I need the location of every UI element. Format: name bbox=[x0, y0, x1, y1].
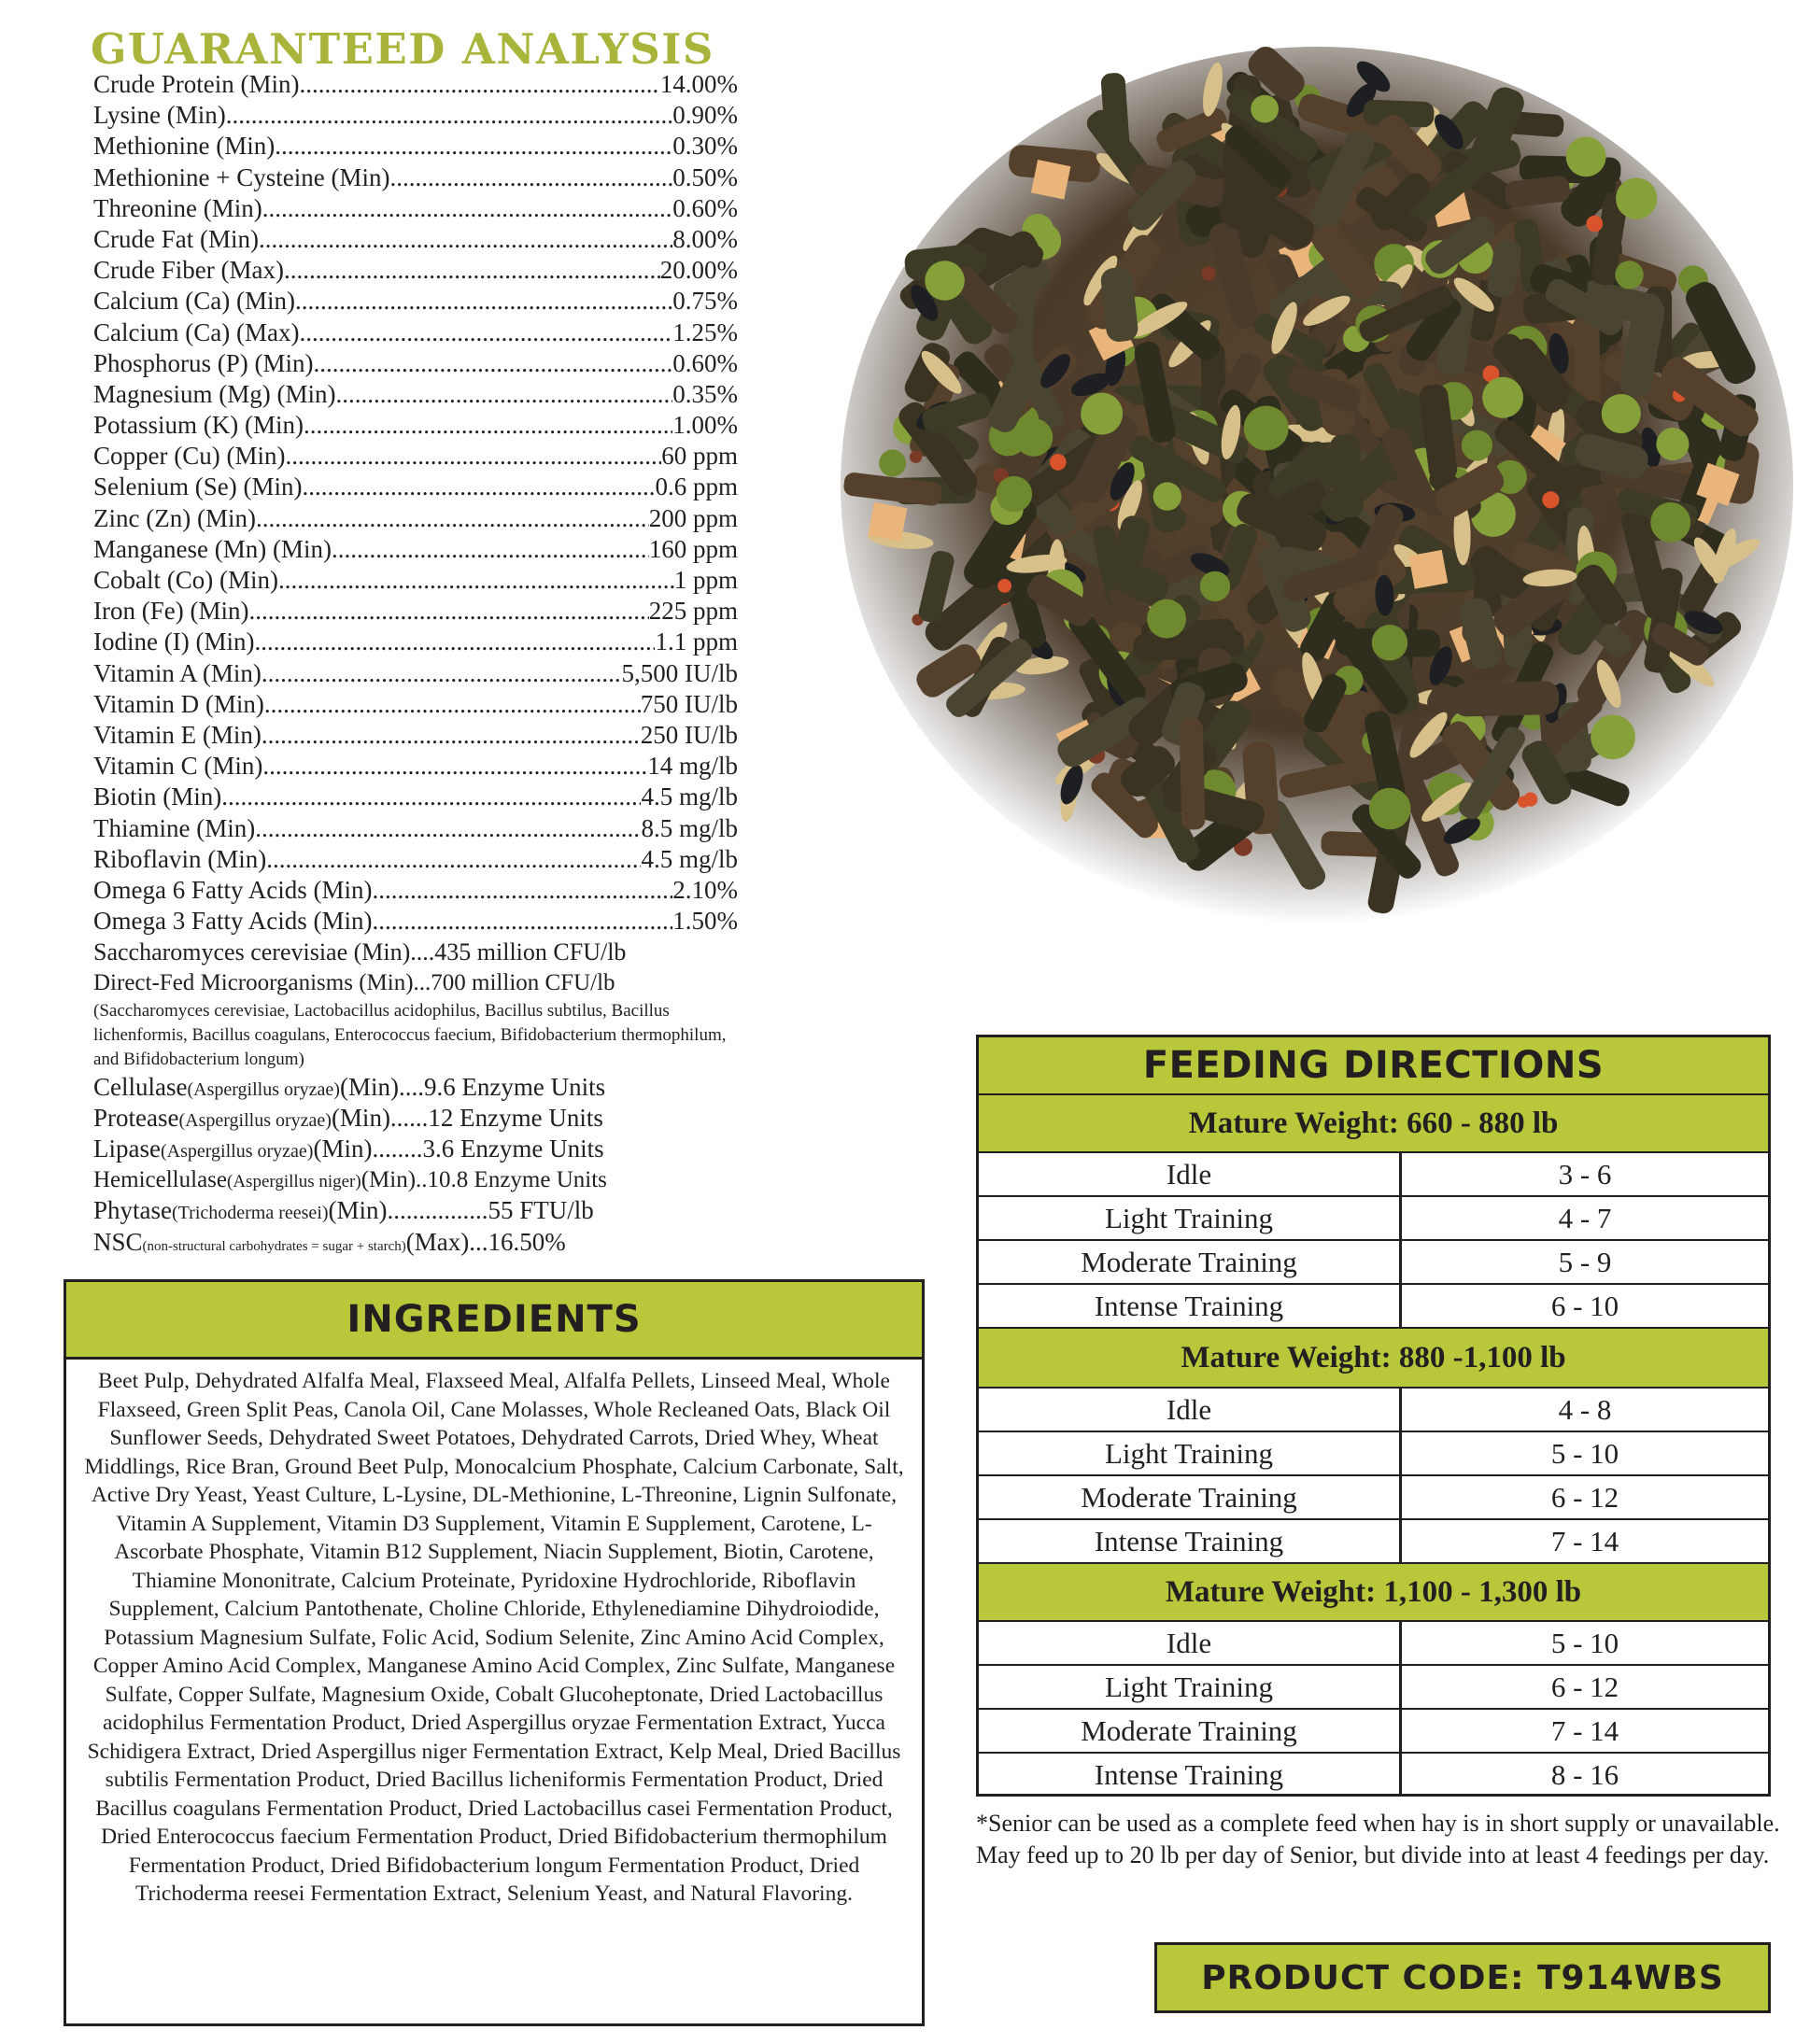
leader-dots bbox=[284, 255, 660, 286]
enzyme-source: (Aspergillus niger) bbox=[227, 1172, 361, 1192]
activity-level: Intense Training bbox=[979, 1754, 1402, 1796]
enzyme-value: (Max)...16.50% bbox=[405, 1227, 566, 1256]
ingredients-title: INGREDIENTS bbox=[66, 1282, 922, 1360]
nutrient-value: 14 mg/lb bbox=[647, 752, 738, 781]
feeding-row bbox=[979, 1666, 1768, 1710]
nutrient-name: Lysine (Min) bbox=[93, 101, 226, 130]
nutrient-value: 225 ppm bbox=[648, 597, 738, 626]
nutrient-value: 8.00% bbox=[672, 224, 738, 253]
feeding-row bbox=[979, 1710, 1768, 1754]
enzyme-row bbox=[93, 1227, 738, 1258]
activity-level: Light Training bbox=[979, 1666, 1402, 1708]
enzyme-value: (Min)................55 FTU/lb bbox=[328, 1196, 594, 1225]
feeding-row bbox=[979, 1754, 1768, 1796]
analysis-row bbox=[93, 689, 738, 720]
enzyme-name: NSC bbox=[93, 1227, 143, 1256]
enzyme-row bbox=[93, 1195, 738, 1226]
analysis-row bbox=[93, 100, 738, 131]
nutrient-value: 0.75% bbox=[672, 287, 738, 316]
nutrient-name: Vitamin C (Min) bbox=[93, 752, 263, 781]
nutrient-name: Crude Fat (Min) bbox=[93, 224, 259, 253]
nutrient-name: Omega 3 Fatty Acids (Min) bbox=[93, 907, 373, 936]
analysis-row bbox=[93, 782, 738, 812]
activity-level: Idle bbox=[979, 1622, 1402, 1664]
feeding-row bbox=[979, 1432, 1768, 1476]
analysis-row bbox=[93, 224, 738, 255]
leader-dots bbox=[314, 348, 673, 379]
analysis-row bbox=[93, 410, 738, 441]
guaranteed-analysis-list bbox=[93, 69, 738, 1258]
ingredients-box bbox=[64, 1279, 925, 2026]
nutrient-value: 250 IU/lb bbox=[640, 720, 738, 749]
nutrient-value: 4.5 mg/lb bbox=[641, 782, 738, 811]
nutrient-name: Magnesium (Mg) (Min) bbox=[93, 379, 336, 408]
nutrient-name: Copper (Cu) (Min) bbox=[93, 442, 286, 471]
leader-dots bbox=[389, 162, 672, 193]
enzyme-source: (Aspergillus oryzae) bbox=[160, 1141, 314, 1162]
feed-amount: 5 - 9 bbox=[1558, 1245, 1612, 1278]
feeding-row bbox=[979, 1389, 1768, 1432]
analysis-row bbox=[93, 534, 738, 565]
feed-amount: 6 - 12 bbox=[1550, 1480, 1619, 1514]
enzyme-name: Cellulase bbox=[93, 1072, 188, 1101]
analysis-row bbox=[93, 875, 738, 906]
enzyme-value: (Min)........3.6 Enzyme Units bbox=[313, 1135, 604, 1163]
nutrient-name: Vitamin D (Min) bbox=[93, 689, 264, 718]
leader-dots bbox=[262, 193, 673, 224]
nutrient-name: Selenium (Se) (Min) bbox=[93, 472, 303, 501]
nutrient-value: 0.30% bbox=[672, 132, 738, 161]
nutrient-name: Calcium (Ca) (Max) bbox=[93, 317, 300, 346]
leader-dots bbox=[304, 410, 672, 441]
activity-level: Light Training bbox=[979, 1197, 1402, 1239]
analysis-row bbox=[93, 317, 738, 348]
enzyme-name: Lipase bbox=[93, 1135, 161, 1163]
feed-amount: 7 - 14 bbox=[1550, 1524, 1619, 1558]
nutrient-name: Crude Protein (Min) bbox=[93, 70, 300, 98]
leader-dots bbox=[335, 379, 672, 410]
enzyme-name: Hemicellulase bbox=[93, 1167, 227, 1193]
enzyme-name: Phytase bbox=[93, 1196, 172, 1225]
analysis-row bbox=[93, 658, 738, 689]
analysis-row bbox=[93, 844, 738, 875]
feeding-row bbox=[979, 1476, 1768, 1520]
analysis-row bbox=[93, 286, 738, 317]
leader-dots bbox=[299, 69, 659, 100]
enzyme-row bbox=[93, 1164, 738, 1195]
microorganism-line: Saccharomyces cerevisiae (Min)....435 million CFU/lb bbox=[93, 938, 627, 966]
feeding-row bbox=[979, 1520, 1768, 1564]
analysis-row bbox=[93, 627, 738, 657]
enzyme-row bbox=[93, 1072, 738, 1103]
leader-dots bbox=[372, 875, 672, 906]
analysis-row bbox=[93, 162, 738, 193]
nutrient-value: 14.00% bbox=[659, 70, 738, 98]
nutrient-name: Manganese (Mn) (Min) bbox=[93, 534, 332, 563]
enzyme-value: (Min)....9.6 Enzyme Units bbox=[339, 1072, 606, 1101]
feed-amount: 7 - 14 bbox=[1550, 1713, 1619, 1747]
nutrient-name: Riboflavin (Min) bbox=[93, 844, 267, 873]
ingredients-text: Beet Pulp, Dehydrated Alfalfa Meal, Flaxseed Meal, Alfalfa Pellets, Linseed Meal, Whole Flaxseed, Green Split Peas, Canola Oil, Cane Molasses, Whole Recleaned Oats, Black Oil Sunflower Seeds, Dehydrated Sweet Potatoes, Dehydrated Carrots, Dried Whey, Wheat Middlings, Rice Bran, Ground Beet Pulp, Monocalcium Phosphate, Calcium Carbonate, Salt, Active Dry Yeast, Yeast Culture, L-Lysine, DL-Methionine, L-Threonine, Lignin Sulfonate, Vitamin A Supplement, Vitamin D3 Supplement, Vitamin E Supplement, Carotene, L-Ascorbate Phosphate, Vitamin B12 Supplement, Niacin Supplement, Biotin, Carotene, Thiamine Mononitrate, Calcium Proteinate, Pyridoxine Hydrochloride, Riboflavin Supplement, Calcium Pantothenate, Choline Chloride, Ethylenediamine Dihydroiodide, Potassium Magnesium Sulfate, Folic Acid, Sodium Selenite, Zinc Amino Acid Complex, Copper Amino Acid Complex, Manganese Amino Acid Complex, Zinc Sulfate, Manganese Sulfate, Copper Sulfate, Magnesium Oxide, Cobalt Glucoheptonate, Dried Lactobacillus acidophilus Fermentation Product, Dried Aspergillus oryzae Fermentation Extract, Yucca Schidigera Extract, Dried Aspergillus niger Fermentation Extract, Kelp Meal, Dried Bacillus subtilis Fermentation Product, Dried Bacillus licheniformis Fermentation Product, Dried Bacillus coagulans Fermentation Product, Dried Lactobacillus casei Fermentation Product, Dried Enterococcus faecium Fermentation Product, Dried Bifidobacterium thermophilum Fermentation Product, Dried Bifidobacterium longum Fermentation Product, Dried Trichoderma reesei Fermentation Extract, Selenium Yeast, and Natural Flavoring. bbox=[84, 1369, 904, 1906]
nutrient-name: Crude Fiber (Max) bbox=[93, 256, 284, 285]
nutrient-name: Biotin (Min) bbox=[93, 782, 222, 811]
nutrient-name: Potassium (K) (Min) bbox=[93, 411, 304, 440]
nutrient-value: 1.00% bbox=[672, 411, 738, 440]
feeding-row bbox=[979, 1241, 1768, 1285]
enzyme-row bbox=[93, 1134, 738, 1164]
analysis-row bbox=[93, 348, 738, 379]
feed-amount: 6 - 10 bbox=[1550, 1289, 1619, 1322]
leader-dots bbox=[262, 658, 622, 689]
analysis-row bbox=[93, 967, 738, 998]
feeding-directions-box bbox=[976, 1035, 1771, 1797]
activity-level: Idle bbox=[979, 1389, 1402, 1431]
feed-amount: 5 - 10 bbox=[1550, 1626, 1619, 1659]
activity-level: Idle bbox=[979, 1153, 1402, 1195]
activity-level: Moderate Training bbox=[979, 1476, 1402, 1518]
leader-dots bbox=[295, 286, 672, 317]
activity-level: Moderate Training bbox=[979, 1241, 1402, 1283]
leader-dots bbox=[332, 534, 649, 565]
analysis-row bbox=[93, 751, 738, 782]
leader-dots bbox=[372, 906, 672, 937]
analysis-row bbox=[93, 906, 738, 937]
analysis-row bbox=[93, 69, 738, 100]
feed-amount: 4 - 8 bbox=[1558, 1392, 1612, 1426]
leader-dots bbox=[226, 100, 673, 131]
leader-dots bbox=[299, 317, 672, 348]
nutrient-name: Methionine + Cysteine (Min) bbox=[93, 162, 390, 191]
enzyme-row bbox=[93, 1103, 738, 1134]
analysis-row bbox=[93, 193, 738, 224]
enzyme-value: (Min)..10.8 Enzyme Units bbox=[361, 1167, 607, 1193]
analysis-row bbox=[93, 472, 738, 502]
leader-dots bbox=[302, 472, 655, 502]
guaranteed-analysis-title: GUARANTEED ANALYSIS bbox=[91, 24, 714, 74]
nutrient-value: 60 ppm bbox=[661, 442, 738, 471]
leader-dots bbox=[255, 813, 641, 844]
analysis-row bbox=[93, 379, 738, 410]
enzyme-source: (non-structural carbohydrates = sugar + starch) bbox=[142, 1238, 406, 1254]
nutrient-name: Phosphorus (P) (Min) bbox=[93, 348, 314, 377]
feeding-row bbox=[979, 1285, 1768, 1329]
enzyme-source: (Trichoderma reesei) bbox=[172, 1203, 329, 1224]
nutrient-value: 20.00% bbox=[659, 256, 738, 285]
leader-dots bbox=[262, 720, 641, 751]
leader-dots bbox=[278, 565, 674, 596]
enzyme-source: (Aspergillus oryzae) bbox=[178, 1109, 332, 1131]
nutrient-value: 4.5 mg/lb bbox=[641, 844, 738, 873]
nutrient-value: 1 ppm bbox=[673, 566, 738, 594]
nutrient-value: 5,500 IU/lb bbox=[621, 658, 738, 687]
nutrient-value: 0.6 ppm bbox=[655, 472, 738, 501]
feed-amount: 4 - 7 bbox=[1558, 1201, 1612, 1234]
nutrient-value: 0.35% bbox=[672, 379, 738, 408]
activity-level: Intense Training bbox=[979, 1520, 1402, 1562]
feed-amount: 3 - 6 bbox=[1558, 1157, 1612, 1191]
nutrient-value: 0.90% bbox=[672, 101, 738, 130]
senior-feeding-note: *Senior can be used as a complete feed when hay is in short supply or unavailable. May feed up to 20 lb per day of Senior, but divide into at least 4 feedings per day. bbox=[976, 1810, 1780, 1868]
mature-weight-band: Mature Weight: 660 - 880 lb bbox=[979, 1095, 1768, 1153]
nutrient-value: 200 ppm bbox=[648, 503, 738, 532]
leader-dots bbox=[259, 224, 672, 255]
leader-dots bbox=[264, 689, 641, 720]
nutrient-name: Iron (Fe) (Min) bbox=[93, 597, 249, 626]
analysis-row bbox=[93, 937, 738, 967]
analysis-row bbox=[93, 255, 738, 286]
leader-dots bbox=[266, 844, 641, 875]
nutrient-value: 0.60% bbox=[672, 193, 738, 222]
analysis-row bbox=[93, 503, 738, 534]
feeding-row bbox=[979, 1153, 1768, 1197]
feed-mix-photo bbox=[775, 0, 1810, 1036]
feeding-row bbox=[979, 1622, 1768, 1666]
enzyme-value: (Min)......12 Enzyme Units bbox=[331, 1103, 603, 1132]
nutrient-name: Methionine (Min) bbox=[93, 132, 276, 161]
analysis-row bbox=[93, 813, 738, 844]
leader-dots bbox=[275, 131, 672, 162]
product-code-box: PRODUCT CODE: T914WBS bbox=[1154, 1942, 1771, 2013]
feeding-directions-title: FEEDING DIRECTIONS bbox=[979, 1037, 1768, 1095]
microorganism-note: (Saccharomyces cerevisiae, Lactobacillus acidophilus, Bacillus subtilus, Bacillus lichenformis, Bacillus coagulans, Enterococcus faecium, Bifidobacterium thermophilum, and Bifidobacterium longum) bbox=[93, 1000, 727, 1069]
feed-amount: 8 - 16 bbox=[1550, 1757, 1619, 1791]
analysis-row bbox=[93, 441, 738, 472]
nutrient-name: Cobalt (Co) (Min) bbox=[93, 566, 278, 594]
feed-amount: 5 - 10 bbox=[1550, 1436, 1619, 1470]
activity-level: Intense Training bbox=[979, 1285, 1402, 1327]
nutrient-name: Omega 6 Fatty Acids (Min) bbox=[93, 875, 373, 904]
nutrient-name: Zinc (Zn) (Min) bbox=[93, 503, 256, 532]
leader-dots bbox=[256, 503, 649, 534]
activity-level: Light Training bbox=[979, 1432, 1402, 1474]
activity-level: Moderate Training bbox=[979, 1710, 1402, 1752]
microorganism-line: Direct-Fed Microorganisms (Min)...700 million CFU/lb bbox=[93, 970, 615, 996]
nutrient-value: 0.50% bbox=[672, 162, 738, 191]
nutrient-value: 1.1 ppm bbox=[655, 627, 738, 656]
feed-amount: 6 - 12 bbox=[1550, 1670, 1619, 1703]
nutrient-name: Vitamin E (Min) bbox=[93, 720, 262, 749]
nutrient-name: Thiamine (Min) bbox=[93, 813, 256, 842]
nutrient-name: Iodine (I) (Min) bbox=[93, 627, 255, 656]
nutrient-name: Vitamin A (Min) bbox=[93, 658, 262, 687]
nutrient-value: 1.50% bbox=[672, 907, 738, 936]
nutrient-value: 8.5 mg/lb bbox=[641, 813, 738, 842]
leader-dots bbox=[221, 782, 641, 812]
leader-dots bbox=[248, 596, 648, 627]
nutrient-value: 1.25% bbox=[672, 317, 738, 346]
nutrient-value: 750 IU/lb bbox=[640, 689, 738, 718]
nutrient-value: 160 ppm bbox=[648, 534, 738, 563]
mature-weight-band: Mature Weight: 1,100 - 1,300 lb bbox=[979, 1564, 1768, 1622]
nutrient-value: 0.60% bbox=[672, 348, 738, 377]
feeding-row bbox=[979, 1197, 1768, 1241]
leader-dots bbox=[285, 441, 661, 472]
analysis-row bbox=[93, 720, 738, 751]
analysis-row bbox=[93, 596, 738, 627]
analysis-row bbox=[93, 131, 738, 162]
nutrient-value: 2.10% bbox=[672, 875, 738, 904]
leader-dots bbox=[254, 627, 655, 657]
leader-dots bbox=[262, 751, 647, 782]
enzyme-source: (Aspergillus oryzae) bbox=[187, 1078, 340, 1100]
mature-weight-band: Mature Weight: 880 -1,100 lb bbox=[979, 1329, 1768, 1389]
nutrient-name: Calcium (Ca) (Min) bbox=[93, 287, 295, 316]
analysis-row bbox=[93, 565, 738, 596]
nutrient-name: Threonine (Min) bbox=[93, 193, 262, 222]
enzyme-name: Protease bbox=[93, 1103, 179, 1132]
